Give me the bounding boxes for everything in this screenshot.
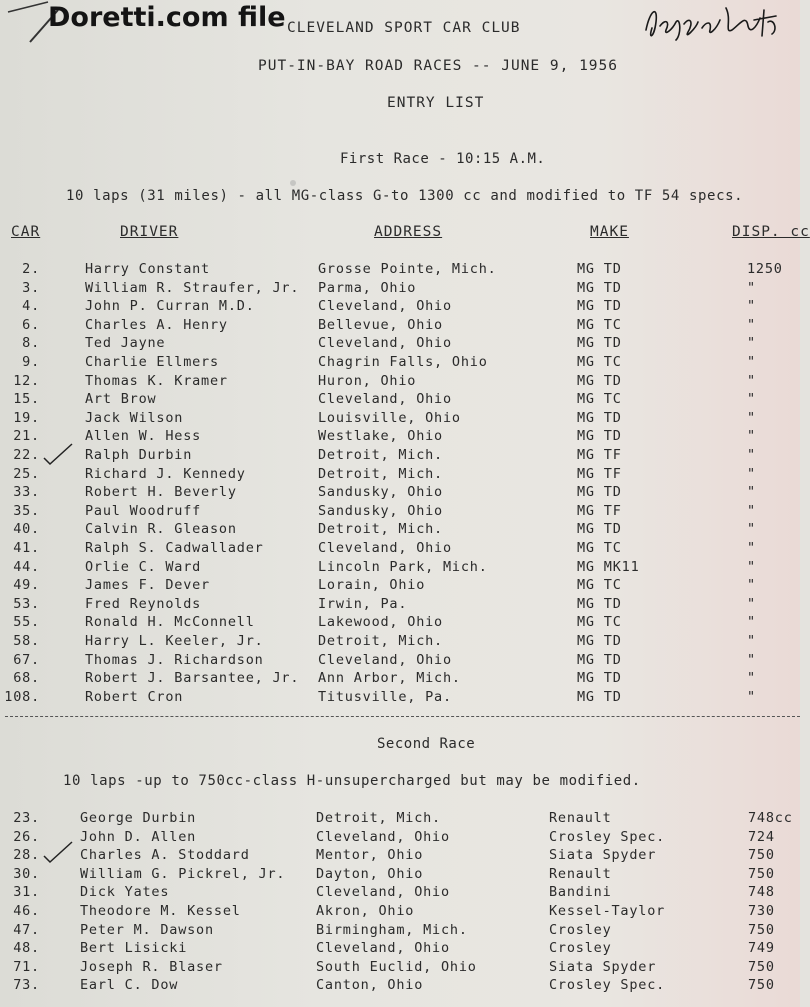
driver-name: Dick Yates (80, 884, 170, 901)
driver-address: Lincoln Park, Mich. (318, 558, 488, 575)
section-divider (5, 716, 800, 717)
car-make: MG TC (577, 577, 622, 594)
engine-displacement: " (747, 428, 756, 445)
event-title: PUT-IN-BAY ROAD RACES -- JUNE 9, 1956 (258, 58, 619, 74)
table-row (0, 354, 800, 372)
table-row (0, 428, 800, 446)
car-number: 30. (13, 865, 40, 882)
driver-address: Cleveland, Ohio (316, 828, 450, 845)
driver-name: Thomas J. Richardson (85, 651, 264, 668)
column-header-driver: DRIVER (120, 224, 179, 240)
car-make: MG TD (577, 428, 622, 445)
driver-name: Bert Lisicki (80, 940, 188, 957)
driver-address: Cleveland, Ohio (318, 335, 452, 352)
table-row (0, 977, 800, 995)
driver-name: John P. Curran M.D. (85, 298, 255, 315)
engine-displacement: 724 (748, 828, 775, 845)
engine-displacement: " (747, 502, 756, 519)
car-number: 6. (22, 316, 40, 333)
driver-address: Titusville, Pa. (318, 688, 452, 705)
table-row (0, 317, 800, 335)
driver-name: Charlie Ellmers (85, 354, 219, 370)
car-number: 15. (13, 391, 40, 408)
car-number: 26. (13, 828, 40, 845)
car-number: 68. (13, 670, 40, 687)
table-row (0, 866, 800, 884)
watermark-text: Doretti.com file (48, 2, 286, 33)
engine-displacement: " (747, 447, 756, 463)
driver-address: South Euclid, Ohio (316, 958, 477, 975)
driver-name: Joseph R. Blaser (80, 958, 223, 975)
table-row (0, 466, 800, 484)
car-number: 49. (13, 577, 40, 594)
table-row (0, 484, 800, 502)
table-row (0, 922, 800, 940)
car-make: Siata Spyder (549, 847, 657, 864)
engine-displacement: " (747, 558, 756, 575)
engine-displacement: " (747, 279, 756, 296)
engine-displacement: " (747, 577, 756, 594)
car-make: MG TC (577, 354, 622, 370)
driver-name: Peter M. Dawson (80, 921, 214, 938)
engine-displacement: " (747, 354, 756, 370)
driver-address: Canton, Ohio (316, 977, 424, 994)
table-row (0, 829, 800, 847)
car-make: MG MK11 (577, 558, 640, 575)
car-make: MG TD (577, 651, 622, 668)
car-make: MG TC (577, 316, 622, 333)
engine-displacement: " (747, 484, 756, 501)
driver-name: John D. Allen (80, 828, 197, 845)
column-header-disp: DISP. cc (732, 224, 810, 240)
table-row (0, 540, 800, 558)
driver-name: Harry L. Keeler, Jr. (85, 633, 264, 649)
engine-displacement: 750 (748, 865, 775, 882)
engine-displacement: 750 (748, 921, 775, 938)
engine-displacement: 750 (748, 958, 775, 975)
driver-address: Detroit, Mich. (318, 521, 443, 538)
driver-address: Ann Arbor, Mich. (318, 670, 461, 687)
driver-name: William R. Straufer, Jr. (85, 279, 300, 296)
car-number: 28. (13, 847, 40, 864)
car-number: 23. (13, 810, 40, 826)
table-row (0, 447, 800, 465)
driver-address: Mentor, Ohio (316, 847, 424, 864)
car-number: 9. (22, 354, 40, 370)
driver-name: Ted Jayne (85, 335, 166, 352)
table-row (0, 261, 800, 279)
table-row (0, 652, 800, 670)
car-make: MG TF (577, 447, 622, 463)
car-make: MG TF (577, 465, 622, 482)
engine-displacement: 730 (748, 903, 775, 919)
car-number: 4. (22, 298, 40, 315)
driver-name: Paul Woodruff (85, 502, 202, 519)
car-make: Crosley Spec. (549, 828, 666, 845)
car-make: MG TF (577, 502, 622, 519)
driver-name: Calvin R. Gleason (85, 521, 237, 538)
car-make: MG TD (577, 335, 622, 352)
driver-name: Orlie C. Ward (85, 558, 202, 575)
car-make: MG TC (577, 540, 622, 556)
driver-address: Chagrin Falls, Ohio (318, 354, 488, 370)
table-row (0, 373, 800, 391)
car-make: MG TD (577, 409, 622, 426)
car-make: Crosley (549, 940, 612, 957)
car-make: Crosley (549, 921, 612, 938)
engine-displacement: " (747, 298, 756, 315)
driver-address: Parma, Ohio (318, 279, 417, 296)
car-make: MG TD (577, 372, 622, 389)
table-row (0, 689, 800, 707)
driver-name: Art Brow (85, 391, 157, 408)
driver-name: George Durbin (80, 810, 197, 826)
car-number: 71. (13, 958, 40, 975)
driver-name: Ralph Durbin (85, 447, 193, 463)
car-number: 21. (13, 428, 40, 445)
driver-name: Charles A. Henry (85, 316, 228, 333)
car-number: 108. (4, 688, 40, 705)
car-make: MG TD (577, 688, 622, 705)
driver-name: Charles A. Stoddard (80, 847, 250, 864)
driver-name: Thomas K. Kramer (85, 372, 228, 389)
car-make: MG TC (577, 391, 622, 408)
driver-address: Birmingham, Mich. (316, 921, 468, 938)
first-race-title: First Race - 10:15 A.M. (340, 151, 546, 167)
engine-displacement: " (747, 335, 756, 352)
car-number: 58. (13, 633, 40, 649)
engine-displacement: " (747, 633, 756, 649)
car-make: Kessel-Taylor (549, 903, 666, 919)
car-number: 40. (13, 521, 40, 538)
driver-address: Cleveland, Ohio (318, 391, 452, 408)
car-number: 12. (13, 372, 40, 389)
table-row (0, 614, 800, 632)
table-row (0, 577, 800, 595)
driver-name: Theodore M. Kessel (80, 903, 241, 919)
second-race-description: 10 laps -up to 750cc-class H-unsupercharged but may be modified. (63, 773, 641, 789)
car-number: 2. (22, 261, 40, 277)
driver-address: Cleveland, Ohio (316, 940, 450, 957)
car-make: MG TD (577, 484, 622, 501)
driver-address: Grosse Pointe, Mich. (318, 261, 497, 277)
column-header-car: CAR (11, 224, 41, 240)
car-number: 19. (13, 409, 40, 426)
table-row (0, 335, 800, 353)
car-make: MG TD (577, 633, 622, 649)
driver-name: Richard J. Kennedy (85, 465, 246, 482)
driver-address: Cleveland, Ohio (318, 651, 452, 668)
car-number: 53. (13, 595, 40, 612)
car-make: MG TD (577, 670, 622, 687)
driver-address: Lorain, Ohio (318, 577, 426, 594)
driver-name: Robert H. Beverly (85, 484, 237, 501)
car-number: 35. (13, 502, 40, 519)
driver-address: Dayton, Ohio (316, 865, 424, 882)
table-row (0, 503, 800, 521)
driver-address: Cleveland, Ohio (318, 540, 452, 556)
list-title: ENTRY LIST (387, 95, 485, 111)
car-number: 67. (13, 651, 40, 668)
table-row (0, 884, 800, 902)
handwritten-signature (636, 0, 786, 48)
driver-name: Harry Constant (85, 261, 210, 277)
car-number: 22. (13, 447, 40, 463)
driver-address: Detroit, Mich. (316, 810, 441, 826)
car-number: 41. (13, 540, 40, 556)
driver-address: Detroit, Mich. (318, 633, 443, 649)
car-make: Crosley Spec. (549, 977, 666, 994)
car-make: MG TD (577, 595, 622, 612)
table-row (0, 410, 800, 428)
column-header-address: ADDRESS (374, 224, 443, 240)
engine-displacement: 748 (748, 884, 775, 901)
driver-name: Jack Wilson (85, 409, 184, 426)
driver-address: Bellevue, Ohio (318, 316, 443, 333)
driver-name: Earl C. Dow (80, 977, 179, 994)
driver-address: Irwin, Pa. (318, 595, 408, 612)
car-number: 25. (13, 465, 40, 482)
table-row (0, 521, 800, 539)
driver-address: Detroit, Mich. (318, 447, 443, 463)
driver-name: James F. Dever (85, 577, 210, 594)
table-row (0, 959, 800, 977)
car-number: 31. (13, 884, 40, 901)
driver-address: Westlake, Ohio (318, 428, 443, 445)
engine-displacement: " (747, 521, 756, 538)
driver-address: Akron, Ohio (316, 903, 415, 919)
driver-name: Ronald H. McConnell (85, 614, 255, 631)
car-make: MG TD (577, 298, 622, 315)
car-number: 47. (13, 921, 40, 938)
car-make: MG TD (577, 279, 622, 296)
ink-smudge (290, 180, 296, 186)
driver-name: William G. Pickrel, Jr. (80, 865, 286, 882)
table-row (0, 810, 800, 828)
engine-displacement: " (747, 316, 756, 333)
engine-displacement: " (747, 651, 756, 668)
car-number: 55. (13, 614, 40, 631)
driver-address: Huron, Ohio (318, 372, 417, 389)
table-row (0, 596, 800, 614)
car-number: 3. (22, 279, 40, 296)
driver-name: Robert Cron (85, 688, 184, 705)
driver-address: Lakewood, Ohio (318, 614, 443, 631)
car-number: 8. (22, 335, 40, 352)
driver-address: Sandusky, Ohio (318, 502, 443, 519)
engine-displacement: 749 (748, 940, 775, 957)
driver-address: Detroit, Mich. (318, 465, 443, 482)
table-row (0, 633, 800, 651)
car-number: 48. (13, 940, 40, 957)
club-name: CLEVELAND SPORT CAR CLUB (287, 20, 521, 36)
engine-displacement: 748cc (748, 810, 793, 826)
engine-displacement: " (747, 595, 756, 612)
engine-displacement: " (747, 540, 756, 556)
table-row (0, 903, 800, 921)
column-header-make: MAKE (590, 224, 629, 240)
engine-displacement: " (747, 391, 756, 408)
driver-address: Cleveland, Ohio (316, 884, 450, 901)
car-make: Renault (549, 865, 612, 882)
car-number: 46. (13, 903, 40, 919)
car-make: Renault (549, 810, 612, 826)
car-number: 44. (13, 558, 40, 575)
engine-displacement: " (747, 670, 756, 687)
table-row (0, 847, 800, 865)
engine-displacement: " (747, 465, 756, 482)
first-race-description: 10 laps (31 miles) - all MG-class G-to 1300 cc and modified to TF 54 specs. (66, 188, 744, 204)
checkmark-icon (38, 840, 78, 864)
driver-address: Cleveland, Ohio (318, 298, 452, 315)
car-make: MG TD (577, 521, 622, 538)
table-row (0, 940, 800, 958)
engine-displacement: " (747, 372, 756, 389)
car-number: 33. (13, 484, 40, 501)
car-make: MG TC (577, 614, 622, 631)
driver-name: Ralph S. Cadwallader (85, 540, 264, 556)
driver-address: Louisville, Ohio (318, 409, 461, 426)
engine-displacement: " (747, 409, 756, 426)
table-row (0, 391, 800, 409)
car-number: 73. (13, 977, 40, 994)
driver-name: Allen W. Hess (85, 428, 202, 445)
engine-displacement: 750 (748, 977, 775, 994)
table-row (0, 670, 800, 688)
checkmark-icon (38, 442, 78, 466)
car-make: Siata Spyder (549, 958, 657, 975)
engine-displacement: 750 (748, 847, 775, 864)
driver-name: Fred Reynolds (85, 595, 202, 612)
engine-displacement: 1250 (747, 261, 783, 277)
driver-name: Robert J. Barsantee, Jr. (85, 670, 300, 687)
second-race-title: Second Race (377, 736, 476, 752)
driver-address: Sandusky, Ohio (318, 484, 443, 501)
car-make: MG TD (577, 261, 622, 277)
car-make: Bandini (549, 884, 612, 901)
engine-displacement: " (747, 614, 756, 631)
engine-displacement: " (747, 688, 756, 705)
table-row (0, 280, 800, 298)
table-row (0, 298, 800, 316)
table-row (0, 559, 800, 577)
